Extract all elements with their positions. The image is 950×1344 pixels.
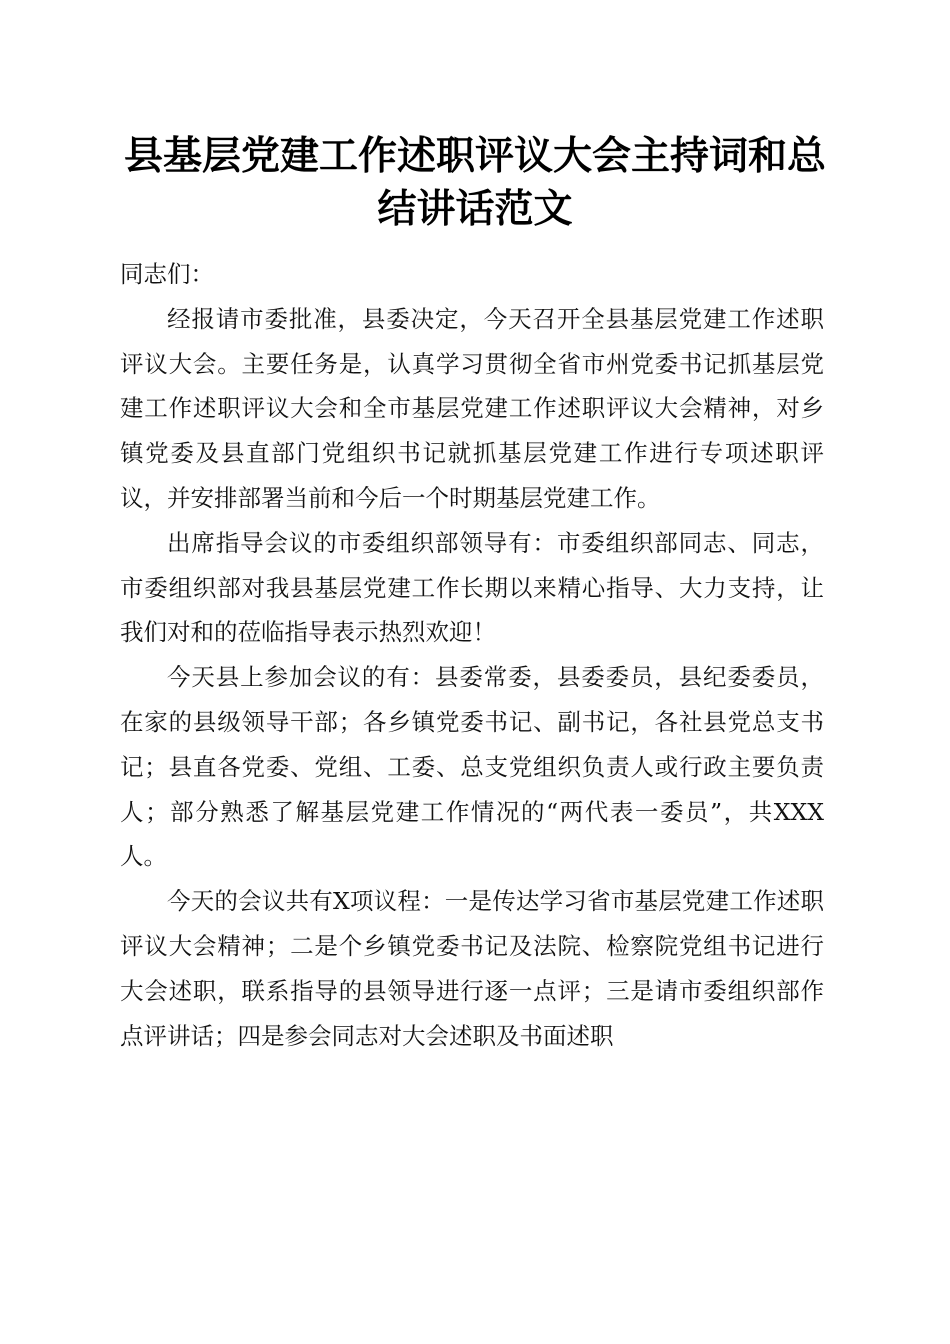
salutation: 同志们： (120, 260, 214, 288)
paragraph-guests: 出席指导会议的市委组织部领导有：市委组织部同志、同志，市委组织部对我县基层党建工作长期以来精心指导、大力支持，让我们对和的莅临指导表示热烈欢迎！ (120, 528, 824, 647)
paragraph-attendees: 今天县上参加会议的有：县委常委，县委委员，县纪委委员，在家的县级领导干部；各乡镇党委书记、副书记，各社县党总支书记；县直各党委、党组、工委、总支党组织负责人或行政主要负责人；部分熟悉了解基层党建工作情况的“两代表一委员”，共XXX人。 (120, 663, 824, 871)
document-title: 县基层党建工作述职评议大会主持词和总结讲话范文 (123, 133, 826, 232)
paragraph-agenda: 今天的会议共有X项议程：一是传达学习省市基层党建工作述职评议大会精神；二是个乡镇党委书记及法院、检察院党组书记进行大会述职，联系指导的县领导进行逐一点评；三是请市委组织部作点评讲话；四是参会同志对大会述职及书面述职 (120, 887, 824, 1050)
document-body (120, 252, 824, 1058)
paragraph-intro: 经报请市委批准，县委决定，今天召开全县基层党建工作述职评议大会。主要任务是，认真学习贯彻全省市州党委书记抓基层党建工作述职评议大会和全市基层党建工作述职评议大会精神，对乡镇党委及县直部门党组织书记就抓基层党建工作进行专项述职评议，并安排部署当前和今后一个时期基层党建工作。 (120, 304, 824, 512)
